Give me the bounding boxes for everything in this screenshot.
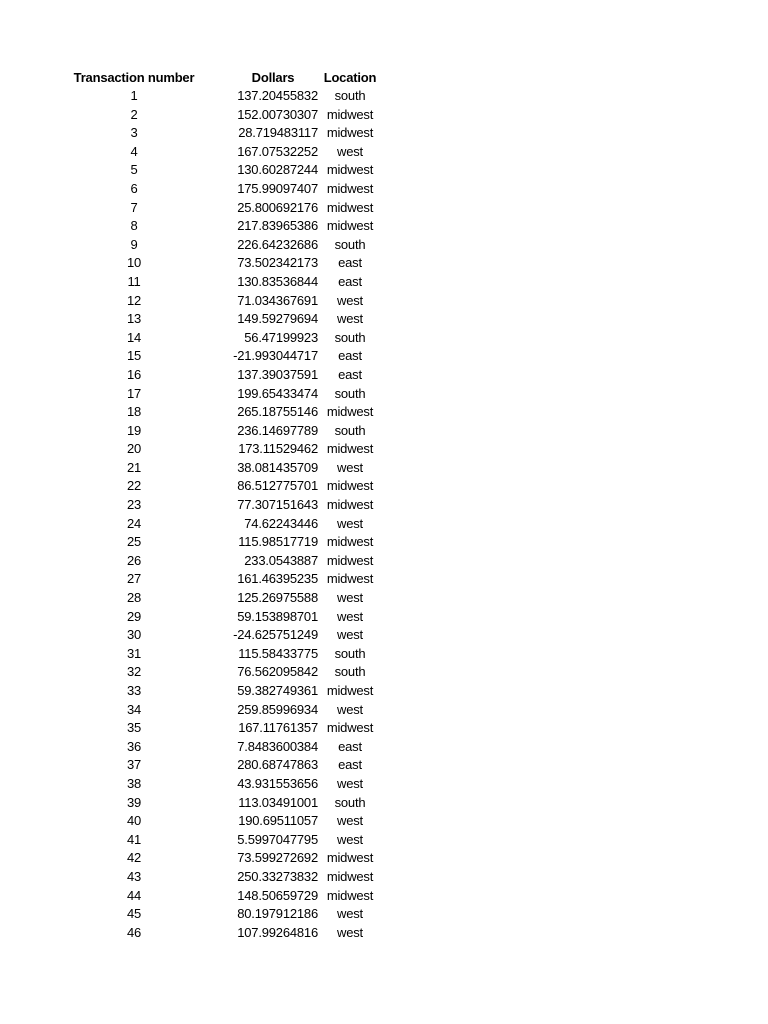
cell-location: west [337,627,363,643]
cell-dollars: 115.98517719 [238,534,318,550]
cell-location: midwest [326,218,374,234]
table-row [72,533,378,552]
cell-location: south [334,236,366,252]
table-row [72,403,378,422]
table-row [72,831,378,850]
table-row [72,310,378,329]
cell-location: west [337,292,363,308]
table-row [72,254,378,273]
cell-dollars: 86.512775701 [237,478,318,494]
cell-dollars: 167.07532252 [237,143,318,159]
table-row [72,645,378,664]
table-row [72,663,378,682]
cell-dollars: 77.307151643 [237,497,318,513]
table-row [72,199,378,218]
cell-dollars: 137.39037591 [237,366,318,382]
cell-dollars: 148.50659729 [237,887,318,903]
cell-transaction-number: 12 [126,292,142,308]
table-row [72,459,378,478]
cell-location: west [337,608,363,624]
table-row [72,570,378,589]
cell-dollars: 161.46395235 [237,571,318,587]
table-row [72,701,378,720]
cell-transaction-number: 33 [126,683,142,698]
cell-dollars: 76.562095842 [237,664,318,680]
table-row [72,905,378,924]
cell-location: east [338,366,362,382]
cell-transaction-number: 22 [126,478,142,494]
table-row [72,626,378,645]
cell-dollars: 71.034367691 [237,292,318,308]
cell-location: south [334,794,366,810]
cell-transaction-number: 19 [126,422,142,438]
cell-transaction-number: 29 [126,608,142,624]
cell-dollars: 7.8483600384 [237,738,318,754]
cell-transaction-number: 26 [126,552,142,568]
table-row [72,589,378,608]
cell-dollars: 25.800692176 [237,199,318,215]
cell-transaction-number: 38 [126,775,142,791]
cell-transaction-number: 37 [126,757,142,773]
cell-transaction-number: 45 [126,906,142,922]
cell-dollars: 236.14697789 [237,422,318,438]
cell-location: west [337,311,363,327]
cell-location: south [334,329,366,345]
cell-location: east [338,738,362,754]
cell-location: midwest [326,478,374,494]
table-row [72,849,378,868]
table-row [72,868,378,887]
cell-dollars: 190.69511057 [238,813,318,829]
table-body [72,87,378,942]
cell-location: west [337,831,363,847]
cell-transaction-number: 30 [126,627,142,643]
table-row [72,161,378,180]
table-row [72,329,378,348]
cell-location: midwest [326,571,374,587]
table-row [72,106,378,125]
cell-location: midwest [326,534,374,550]
table-row [72,682,378,701]
cell-transaction-number: 21 [126,459,142,475]
cell-location: west [337,906,363,922]
cell-dollars: 233.0543887 [244,552,318,568]
cell-location: south [334,664,366,680]
cell-dollars: 152.00730307 [237,106,318,122]
table-row [72,236,378,255]
cell-transaction-number: 25 [126,534,142,550]
cell-dollars: 74.62243446 [244,515,318,531]
cell-location: west [337,590,363,606]
cell-transaction-number: 9 [130,236,138,252]
cell-transaction-number: 10 [126,255,142,271]
cell-location: midwest [326,404,374,420]
cell-transaction-number: 36 [126,738,142,754]
cell-dollars: 175.99097407 [237,180,318,196]
table-row [72,756,378,775]
cell-dollars: 137.20455832 [237,88,318,103]
cell-transaction-number: 39 [126,794,142,810]
cell-location: midwest [326,552,374,568]
cell-transaction-number: 40 [126,813,142,829]
cell-location: west [337,143,363,159]
cell-transaction-number: 31 [126,645,142,661]
cell-location: west [337,701,363,717]
cell-dollars: 38.081435709 [237,459,318,475]
cell-dollars: 149.59279694 [237,311,318,327]
table-row [72,180,378,199]
cell-transaction-number: 8 [130,218,138,234]
cell-transaction-number: 3 [130,125,138,141]
cell-location: midwest [326,180,374,196]
table-row [72,775,378,794]
cell-location: east [338,757,362,773]
table-row [72,347,378,366]
cell-transaction-number: 35 [126,720,142,736]
cell-dollars: -24.625751249 [233,627,318,643]
cell-transaction-number: 7 [130,199,138,215]
cell-transaction-number: 6 [130,180,138,196]
cell-transaction-number: 27 [126,571,142,587]
cell-dollars: 265.18755146 [237,404,318,420]
cell-location: south [334,645,366,661]
cell-location: west [337,515,363,531]
cell-location: east [338,348,362,364]
cell-dollars: 43.931553656 [237,775,318,791]
cell-transaction-number: 44 [126,887,142,903]
cell-dollars: 250.33273832 [237,868,318,884]
cell-location: south [334,88,366,103]
cell-transaction-number: 34 [126,701,142,717]
cell-location: midwest [326,162,374,178]
cell-dollars: 73.502342173 [237,255,318,271]
cell-location: west [337,459,363,475]
cell-transaction-number: 43 [126,868,142,884]
cell-transaction-number: 42 [126,850,142,866]
cell-dollars: 113.03491001 [238,794,318,810]
table-row [72,477,378,496]
cell-dollars: 167.11761357 [238,720,318,736]
cell-location: east [338,255,362,271]
cell-transaction-number: 41 [126,831,142,847]
cell-transaction-number: 11 [127,273,141,289]
cell-dollars: 73.599272692 [237,850,318,866]
cell-dollars: 56.47199923 [244,329,318,345]
table-row [72,385,378,404]
table-row [72,552,378,571]
table-row [72,812,378,831]
cell-location: west [337,813,363,829]
table-row [72,273,378,292]
header-row [72,68,378,87]
cell-dollars: 130.83536844 [237,273,318,289]
table-row [72,887,378,906]
table-row [72,440,378,459]
cell-transaction-number: 20 [126,441,142,457]
cell-transaction-number: 14 [126,329,142,345]
cell-transaction-number: 4 [130,143,138,159]
cell-location: west [337,775,363,791]
table-row [72,366,378,385]
table-row [72,422,378,441]
cell-location: midwest [326,850,374,866]
cell-location: midwest [326,106,374,122]
table-row [72,496,378,515]
cell-dollars: 59.382749361 [237,683,318,698]
cell-dollars: 115.58433775 [238,645,318,661]
transactions-table [72,68,378,942]
cell-transaction-number: 28 [126,590,142,606]
cell-location: midwest [326,683,374,698]
table-row [72,924,378,943]
cell-transaction-number: 18 [126,404,142,420]
table-row [72,124,378,143]
header-location: Location [323,70,377,85]
table-row [72,738,378,757]
cell-dollars: 173.11529462 [238,441,318,457]
cell-location: midwest [326,199,374,215]
cell-dollars: 28.719483117 [238,125,318,141]
table-row [72,794,378,813]
header-transaction-number: Transaction number [73,70,195,85]
header-dollars: Dollars [251,70,295,85]
cell-dollars: 59.153898701 [237,608,318,624]
table-row [72,87,378,106]
cell-transaction-number: 15 [126,348,142,364]
cell-transaction-number: 32 [126,664,142,680]
cell-transaction-number: 1 [130,88,138,103]
table-row [72,217,378,236]
cell-location: midwest [326,720,374,736]
cell-dollars: -21.993044717 [233,348,318,364]
table-header [72,68,378,87]
cell-dollars: 226.64232686 [237,236,318,252]
cell-location: midwest [326,868,374,884]
cell-transaction-number: 16 [126,366,142,382]
cell-dollars: 80.197912186 [237,906,318,922]
cell-transaction-number: 5 [130,162,138,178]
cell-transaction-number: 46 [126,924,142,940]
cell-transaction-number: 13 [126,311,142,327]
cell-dollars: 107.99264816 [237,924,318,940]
cell-dollars: 199.65433474 [237,385,318,401]
table-row [72,515,378,534]
cell-dollars: 125.26975588 [237,590,318,606]
cell-location: east [338,273,362,289]
cell-dollars: 130.60287244 [237,162,318,178]
cell-transaction-number: 24 [126,515,142,531]
table-row [72,608,378,627]
table-row [72,292,378,311]
cell-location: south [334,422,366,438]
cell-transaction-number: 23 [126,497,142,513]
cell-location: south [334,385,366,401]
cell-location: midwest [326,441,374,457]
cell-dollars: 280.68747863 [237,757,318,773]
cell-dollars: 5.5997047795 [237,831,318,847]
cell-transaction-number: 2 [130,106,138,122]
table-row [72,719,378,738]
table-row [72,143,378,162]
cell-dollars: 217.83965386 [237,218,318,234]
cell-location: midwest [326,497,374,513]
cell-location: midwest [326,125,374,141]
cell-location: west [337,924,363,940]
cell-dollars: 259.85996934 [237,701,318,717]
cell-transaction-number: 17 [126,385,142,401]
cell-location: midwest [326,887,374,903]
